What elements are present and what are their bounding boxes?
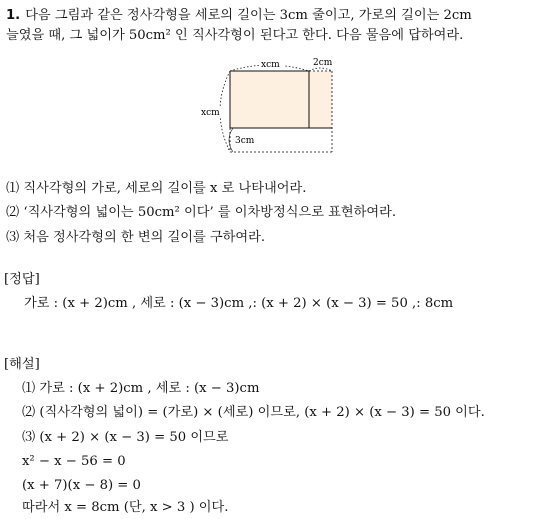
problem-line-1 bbox=[6, 7, 472, 24]
label-top-xcm: xcm bbox=[261, 60, 280, 70]
label-left-xcm: xcm bbox=[201, 108, 220, 118]
explanation-line-4: x² − x − 56 = 0 bbox=[22, 454, 126, 469]
explanation-line-6: 따라서 x = 8cm (단, x > 3 ) 이다. bbox=[22, 500, 229, 515]
explanation-heading: [해설] bbox=[4, 357, 40, 372]
explanation-line-2: ⑵ (직사각형의 넓이) = (가로) × (세로) 이므로, (x + 2) × (x − 3) = 50 이다. bbox=[22, 405, 485, 420]
subquestion-1: ⑴ 직사각형의 가로, 세로의 길이를 x 로 나타내어라. bbox=[6, 181, 307, 196]
top-right-dimension-arc bbox=[309, 68, 332, 71]
subquestion-2: ⑵ ‘직사각형의 넓이는 50cm² 이다’ 를 이차방정식으로 표현하여라. bbox=[6, 205, 397, 220]
explanation-line-5: (x + 7)(x − 8) = 0 bbox=[22, 478, 141, 493]
problem-text-1: 다음 그림과 같은 정사각형을 세로의 길이는 3cm 줄이고, 가로의 길이는 2cm bbox=[25, 8, 472, 23]
explanation-line-3: ⑶ (x + 2) × (x − 3) = 50 이므로 bbox=[22, 430, 229, 445]
original-square bbox=[230, 71, 332, 128]
label-bottom-3cm: 3cm bbox=[235, 136, 255, 146]
explanation-line-1: ⑴ 가로 : (x + 2)cm , 세로 : (x − 3)cm bbox=[22, 381, 260, 396]
subquestion-3: ⑶ 처음 정사각형의 한 변의 길이를 구하여라. bbox=[6, 230, 266, 245]
label-top-right-2cm: 2cm bbox=[313, 58, 333, 68]
problem-number: 1. bbox=[6, 8, 21, 23]
answer-text: 가로 : (x + 2)cm , 세로 : (x − 3)cm ,: (x + 2) × (x − 3) = 50 ,: 8cm bbox=[24, 296, 454, 311]
answer-heading: [정답] bbox=[4, 272, 40, 287]
square-rectangle-figure bbox=[195, 54, 345, 159]
problem-line-2: 늘였을 때, 그 넓이가 50cm² 인 직사각형이 된다고 한다. 다음 물음에 답하여라. bbox=[6, 28, 464, 43]
